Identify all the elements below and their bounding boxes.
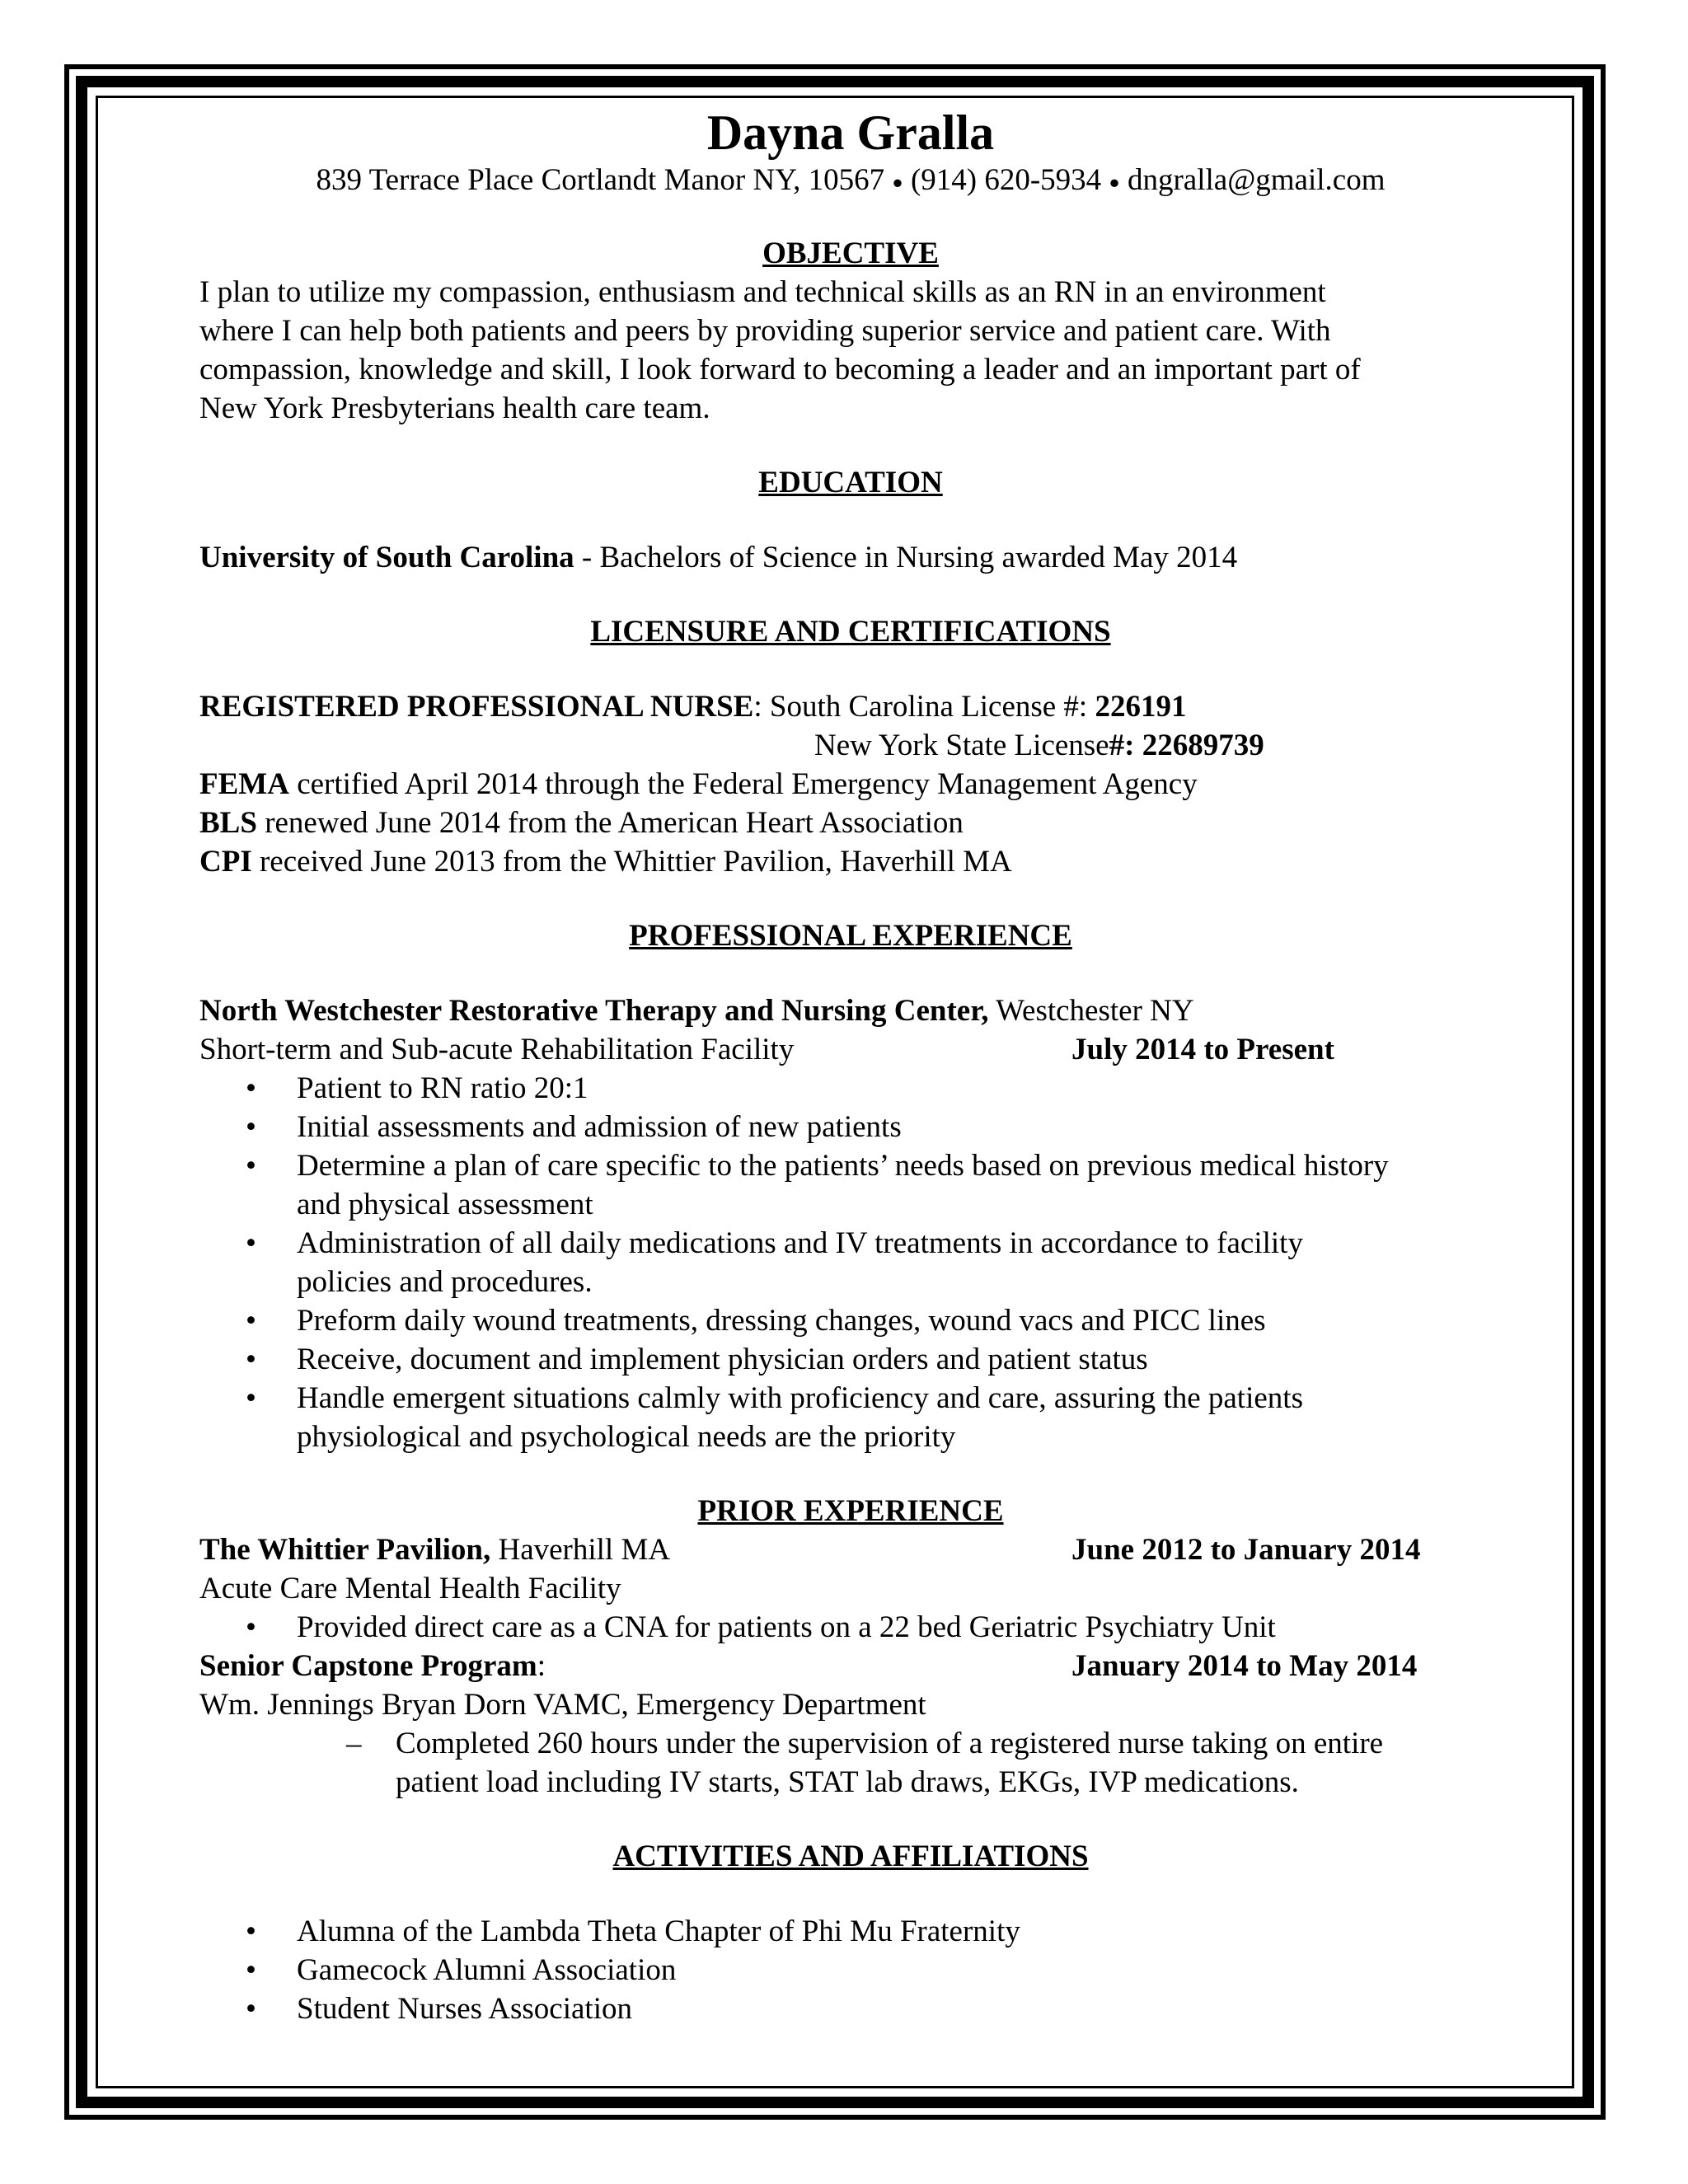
prior-employer: The Whittier Pavilion,: [199, 1532, 491, 1567]
prior-facility: Acute Care Mental Health Facility: [199, 1571, 621, 1605]
rn-label: REGISTERED PROFESSIONAL NURSE: [199, 689, 754, 724]
rn-sc-number: 226191: [1095, 689, 1187, 724]
cert-text: received June 2013 from the Whittier Pavilion, Haverhill MA: [251, 844, 1012, 879]
objective-line: I plan to utilize my compassion, enthusiasm and technical skills as an RN in an environment: [199, 274, 1326, 309]
employer-name: North Westchester Restorative Therapy and Nursing Center,: [199, 993, 989, 1028]
capstone-colon: :: [537, 1648, 546, 1683]
phone: (914) 620-5934: [910, 163, 1102, 197]
list-item: [199, 1724, 1502, 1802]
capstone-site: Wm. Jennings Bryan Dorn VAMC, Emergency Department: [199, 1687, 926, 1722]
capstone-duties-list: [199, 1724, 1502, 1802]
separator-dot: ●: [892, 171, 903, 193]
separator-dot: ●: [1109, 171, 1120, 193]
bullet-icon: •: [246, 1610, 256, 1644]
prior-job1-line: [199, 1530, 1502, 1569]
rn-license-ny: [199, 726, 1502, 765]
dash-icon: –: [346, 1726, 362, 1760]
duty-text: and physical assessment: [297, 1187, 593, 1221]
resume-page: [199, 96, 1502, 2028]
bullet-icon: •: [246, 1914, 256, 1948]
section-heading-prior: PRIOR EXPERIENCE: [697, 1493, 1004, 1528]
prior-duty-text: Provided direct care as a CNA for patients on a 22 bed Geriatric Psychiatry Unit: [297, 1610, 1276, 1644]
duty-text: Preform daily wound treatments, dressing changes, wound vacs and PICC lines: [297, 1303, 1266, 1338]
bullet-icon: •: [246, 1071, 256, 1105]
duty-text: policies and procedures.: [297, 1264, 593, 1299]
activity-text: Gamecock Alumni Association: [297, 1952, 677, 1987]
employment-dates: July 2014 to Present: [1071, 1032, 1334, 1066]
bullet-icon: •: [246, 1380, 256, 1415]
capstone-duty-text: Completed 260 hours under the supervision of a registered nurse taking on entire: [396, 1726, 1384, 1760]
cert-label: CPI: [199, 844, 252, 879]
list-item: [199, 1379, 1502, 1456]
rn-sc-text: : South Carolina License #:: [753, 689, 1095, 724]
cert-label: BLS: [199, 805, 257, 840]
section-heading-professional: PROFESSIONAL EXPERIENCE: [629, 918, 1072, 953]
duty-text: Handle emergent situations calmly with proficiency and care, assuring the patients: [297, 1380, 1303, 1415]
rn-ny-number: 22689739: [1142, 728, 1264, 762]
section-heading-licensure: LICENSURE AND CERTIFICATIONS: [590, 614, 1111, 649]
list-item: [199, 1990, 1502, 2028]
capstone-line: [199, 1647, 1502, 1685]
section-heading-objective: OBJECTIVE: [762, 236, 939, 270]
cert-item: [199, 842, 1502, 881]
rn-ny-text: New York State License: [814, 728, 1109, 762]
employer-location: Westchester NY: [988, 993, 1194, 1028]
cert-text: certified April 2014 through the Federal Emergency Management Agency: [288, 766, 1198, 801]
objective-line: New York Presbyterians health care team.: [199, 391, 710, 425]
duty-text: Determine a plan of care specific to the patients’ needs based on previous medical history: [297, 1148, 1389, 1183]
resume-name: Dayna Gralla: [706, 105, 995, 160]
activities-list: [199, 1912, 1502, 2028]
objective-text: [199, 273, 1502, 428]
list-item: [199, 1912, 1502, 1951]
education-entry: [199, 538, 1502, 577]
list-item: [199, 1146, 1502, 1224]
capstone-duty-text: patient load including IV starts, STAT lab draws, EKGs, IVP medications.: [396, 1765, 1299, 1799]
section-heading-education: EDUCATION: [758, 465, 943, 499]
activity-text: Student Nurses Association: [297, 1991, 632, 2026]
degree-detail: - Bachelors of Science in Nursing awarded May 2014: [574, 540, 1238, 574]
list-item: [199, 1224, 1502, 1301]
address: 839 Terrace Place Cortlandt Manor NY, 10567: [316, 163, 885, 197]
duties-list: [199, 1069, 1502, 1456]
section-heading-activities: ACTIVITIES AND AFFILIATIONS: [612, 1839, 1089, 1873]
bullet-icon: •: [246, 1342, 256, 1376]
capstone-dates: January 2014 to May 2014: [1071, 1648, 1418, 1683]
bullet-icon: •: [246, 1109, 256, 1144]
bullet-icon: •: [246, 1991, 256, 2026]
list-item: [199, 1951, 1502, 1990]
list-item: [199, 1608, 1502, 1647]
bullet-icon: •: [246, 1952, 256, 1987]
list-item: [199, 1340, 1502, 1379]
school-name: University of South Carolina: [199, 540, 574, 574]
employer-line: [199, 991, 1502, 1030]
list-item: [199, 1108, 1502, 1146]
list-item: [199, 1069, 1502, 1108]
cert-label: FEMA: [199, 766, 289, 801]
list-item: [199, 1301, 1502, 1340]
prior-location: Haverhill MA: [490, 1532, 671, 1567]
capstone-title: Senior Capstone Program: [199, 1648, 537, 1683]
prior-duties-list: [199, 1608, 1502, 1647]
duty-text: Patient to RN ratio 20:1: [297, 1071, 588, 1105]
cert-text: renewed June 2014 from the American Heart Association: [256, 805, 964, 840]
duty-text: Initial assessments and admission of new patients: [297, 1109, 902, 1144]
rn-ny-sep: #:: [1109, 728, 1142, 762]
facility-line: [199, 1030, 1502, 1069]
contact-line: [199, 162, 1502, 202]
rn-ny-wrapper: [814, 726, 1264, 765]
cert-item: [199, 804, 1502, 842]
prior-dates: June 2012 to January 2014: [1071, 1532, 1421, 1567]
bullet-icon: •: [246, 1226, 256, 1260]
bullet-icon: •: [246, 1303, 256, 1338]
bullet-icon: •: [246, 1148, 256, 1183]
objective-line: where I can help both patients and peers by providing superior service and patient care. With: [199, 313, 1331, 348]
facility-type: Short-term and Sub-acute Rehabilitation Facility: [199, 1032, 795, 1066]
objective-line: compassion, knowledge and skill, I look forward to becoming a leader and an important part of: [199, 352, 1361, 387]
email: dngralla@gmail.com: [1127, 163, 1386, 197]
activity-text: Alumna of the Lambda Theta Chapter of Phi Mu Fraternity: [297, 1914, 1020, 1948]
duty-text: Receive, document and implement physician orders and patient status: [297, 1342, 1148, 1376]
duty-text: physiological and psychological needs are the priority: [297, 1419, 956, 1454]
duty-text: Administration of all daily medications and IV treatments in accordance to facility: [297, 1226, 1303, 1260]
cert-item: [199, 765, 1502, 804]
rn-license-sc: [199, 687, 1502, 726]
